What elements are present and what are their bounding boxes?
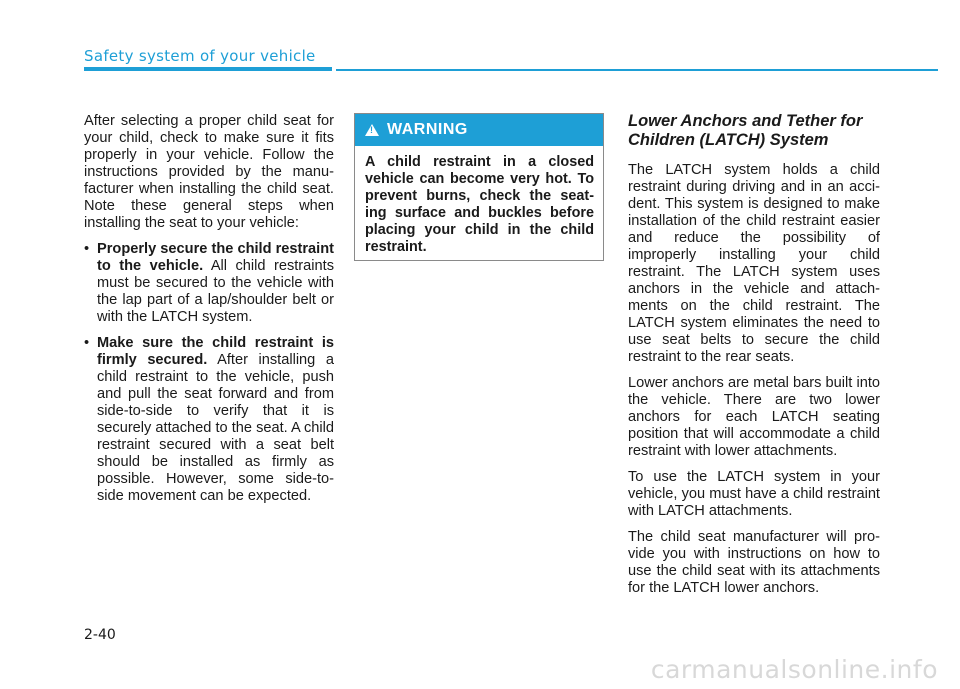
bullet-bold-text: Make sure the child restraint is firmly secured. bbox=[97, 335, 334, 368]
warning-box bbox=[354, 113, 604, 261]
latch-heading: Lower Anchors and Tether for Children (LATCH) System bbox=[628, 112, 863, 149]
page-number: 2-40 bbox=[84, 627, 116, 643]
warning-text: A child restraint in a closed vehicle can become very hot. To prevent burns, check the seat-ing surface and buckles before placing your child in the child restraint. bbox=[365, 154, 594, 255]
header-rule-thick bbox=[84, 67, 332, 71]
bullet-text: All child restraints must be secured to the vehicle with the lap part of a lap/shoulder belt or with the LATCH system. bbox=[97, 258, 334, 325]
left-column bbox=[84, 113, 334, 514]
bullet-item bbox=[84, 241, 334, 326]
warning-header bbox=[355, 114, 603, 146]
section-title: Safety system of your vehicle bbox=[84, 47, 316, 65]
bullet-dot-icon: • bbox=[84, 335, 90, 351]
warning-triangle-icon bbox=[365, 124, 379, 136]
bullet-bold-text: Properly secure the child restraint to the vehicle. bbox=[97, 241, 334, 274]
body-paragraph: The child seat manufacturer will pro-vide you with instructions on how to use the child seat with its attachments for the LATCH lower anchors. bbox=[628, 529, 880, 596]
bullet-item bbox=[84, 335, 334, 505]
header-rule-thin bbox=[336, 69, 938, 71]
warning-label: WARNING bbox=[387, 121, 468, 138]
body-paragraph: To use the LATCH system in your vehicle, you must have a child restraint with LATCH attachments. bbox=[628, 469, 880, 519]
body-paragraph: Lower anchors are metal bars built into the vehicle. There are two lower anchors for each LATCH seating position that will accommodate a child restraint with lower attachments. bbox=[628, 375, 880, 459]
bullet-text: After installing a child restraint to the vehicle, push and pull the seat forward and from side-to-side to verify that it is securely attached to the seat. A child restraint secured with a seat belt should be installed as firmly as possible. However, some side-to-side movement can be expected. bbox=[97, 352, 334, 504]
body-paragraph: The LATCH system holds a child restraint during driving and in an acci-dent. This system is designed to make installation of the child restraint easier and reduce the possibility of improperly installing your child restraint. The LATCH system uses anchors in the vehicle and attach-ments on the child restraint. The LATCH system eliminates the need to use seat belts to secure the child restraint to the rear seats. bbox=[628, 162, 880, 365]
intro-paragraph: After selecting a proper child seat for your child, check to make sure it fits properly in your vehicle. Follow the instructions provided by the manu-facturer when installing the child seat. Note these general steps when installing the seat to your vehicle: bbox=[84, 113, 334, 231]
watermark: carmanualsonline.info bbox=[650, 655, 938, 684]
bullet-dot-icon: • bbox=[84, 241, 90, 257]
right-column bbox=[628, 112, 880, 606]
